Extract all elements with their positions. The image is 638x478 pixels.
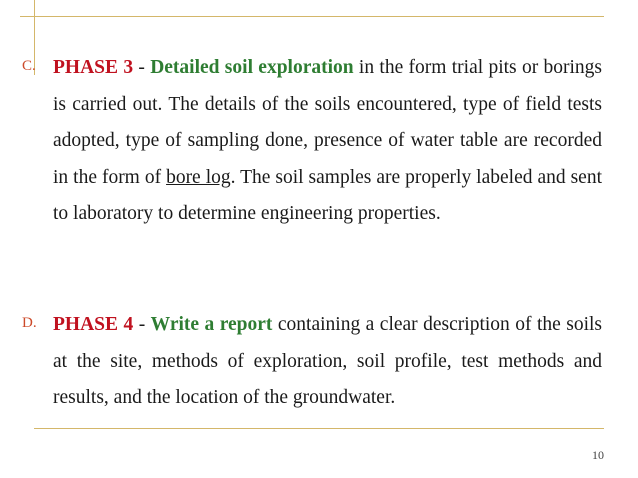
phase-3-label: PHASE 3 [53, 57, 134, 78]
phase-3-paragraph [53, 50, 602, 233]
phase-4-text-1: containing a clear description of the soils at the site, methods of exploration, soil profile, test methods and results, and the location of the groundwater. [53, 314, 603, 409]
phase-4-separator: - [133, 314, 151, 335]
list-item-phase-4 [22, 307, 602, 417]
list-marker-d: D. [22, 315, 37, 331]
frame-top-rule [20, 16, 604, 17]
page-number: 10 [592, 448, 604, 462]
phase-3-text-1: in the form trial pits or borings is carried out. The details of the soils encountered, type of field tests adopted, type of sampling done, presence of water table are recorded in the form of [53, 57, 602, 188]
list-item-phase-3 [22, 50, 602, 233]
bore-log-term: bore log [166, 166, 231, 188]
phase-4-title: Write a report [150, 314, 273, 335]
list-marker-c: C. [22, 58, 36, 74]
phase-3-title: Detailed soil exploration [150, 57, 354, 78]
phase-4-label: PHASE 4 [53, 314, 134, 335]
frame-bottom-rule [34, 428, 604, 429]
phase-4-paragraph [53, 307, 602, 417]
phase-3-text-2: . The soil samples are properly labeled and sent to laboratory to determine engineering properties. [53, 166, 602, 225]
phase-3-separator: - [133, 57, 151, 78]
